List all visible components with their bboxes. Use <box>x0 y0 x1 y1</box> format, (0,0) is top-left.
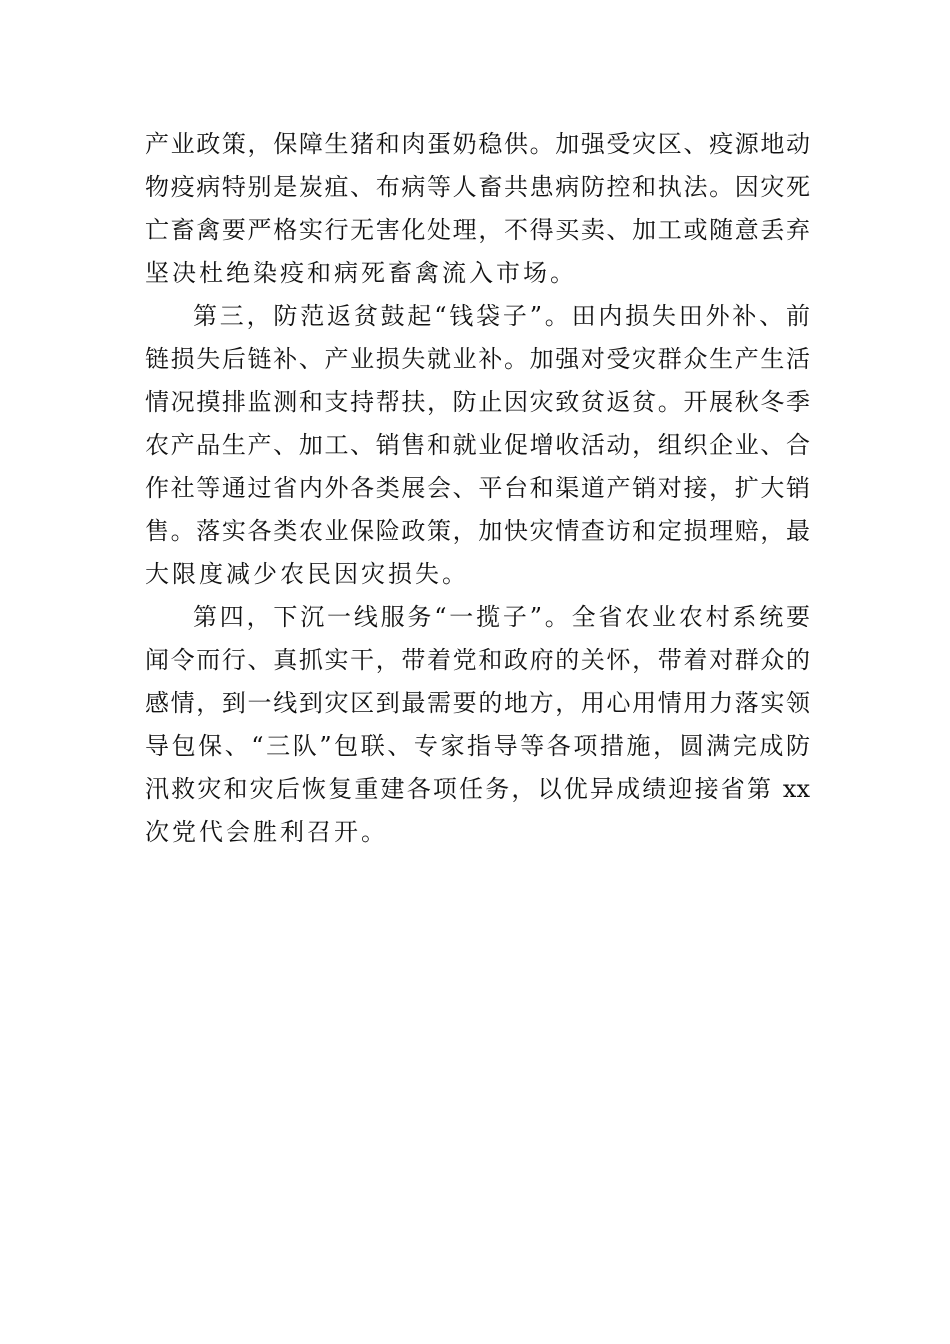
text-line: 作社等通过省内外各类展会、平台和渠道产销对接，扩大销 <box>145 474 810 502</box>
text-line: 亡畜禽要严格实行无害化处理，不得买卖、加工或随意丢弃 <box>145 216 810 244</box>
text-line: 汛救灾和灾后恢复重建各项任务，以优异成绩迎接省第 xx <box>145 775 810 803</box>
paragraph-third-point <box>145 295 810 596</box>
text-line: 大限度减少农民因灾损失。 <box>145 560 469 588</box>
paragraph-livestock <box>145 123 810 295</box>
paragraph-fourth-point <box>145 596 810 854</box>
text-line: 第三，防范返贫鼓起“钱袋子”。田内损失田外补、前 <box>193 302 810 330</box>
text-line: 产业政策，保障生猪和肉蛋奶稳供。加强受灾区、疫源地动 <box>145 130 810 158</box>
text-line: 第四，下沉一线服务“一揽子”。全省农业农村系统要 <box>193 603 810 631</box>
text-line: 情况摸排监测和支持帮扶，防止因灾致贫返贫。开展秋冬季 <box>145 388 810 416</box>
text-line: 闻令而行、真抓实干，带着党和政府的关怀，带着对群众的 <box>145 646 810 674</box>
text-line: 坚决杜绝染疫和病死畜禽流入市场。 <box>145 259 577 287</box>
text-line: 感情，到一线到灾区到最需要的地方，用心用情用力落实领 <box>145 689 810 717</box>
text-line: 链损失后链补、产业损失就业补。加强对受灾群众生产生活 <box>145 345 810 373</box>
text-line: 物疫病特别是炭疽、布病等人畜共患病防控和执法。因灾死 <box>145 173 810 201</box>
text-line: 农产品生产、加工、销售和就业促增收活动，组织企业、合 <box>145 431 810 459</box>
text-line: 次党代会胜利召开。 <box>145 818 388 846</box>
body-text <box>145 123 810 854</box>
text-line: 售。落实各类农业保险政策，加快灾情查访和定损理赔，最 <box>145 517 810 545</box>
text-line: 导包保、“三队”包联、专家指导等各项措施，圆满完成防 <box>145 732 810 760</box>
